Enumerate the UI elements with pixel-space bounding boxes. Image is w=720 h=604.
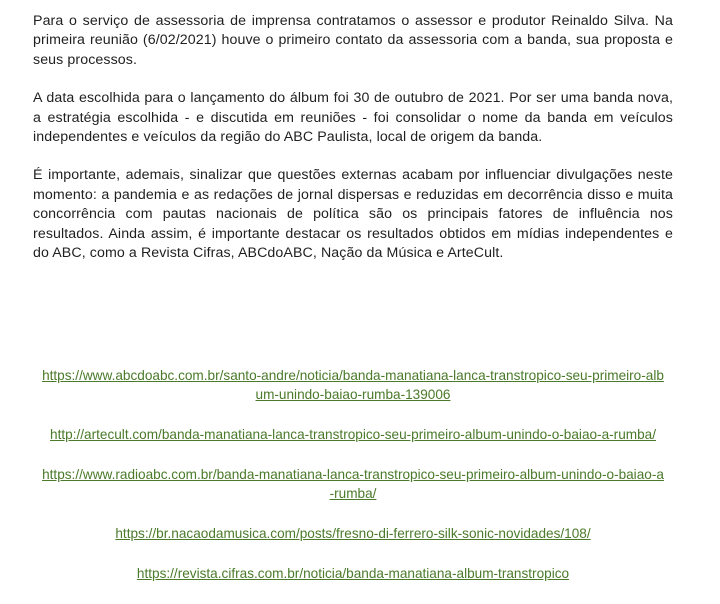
paragraph-lancamento: A data escolhida para o lançamento do álbum foi 30 de outubro de 2021. Por ser uma banda nova, a estratégia escolhida - e discutida em reuniões - foi consolidar o nome da banda em veículos independentes e veículos da região do ABC Paulista, local de origem da banda. — [33, 90, 673, 146]
link-revista-cifras[interactable]: https://revista.cifras.com.br/noticia/banda-manatiana-album-transtropico — [136, 566, 570, 581]
link-radioabc[interactable]: https://www.radioabc.com.br/banda-manatiana-lanca-transtropico-seu-primeiro-album-unindo-o-baiao-a-rumba/ — [42, 467, 664, 501]
link-artecult[interactable]: http://artecult.com/banda-manatiana-lanca-transtropico-seu-primeiro-album-unindo-o-baiao-a-rumba/ — [50, 427, 656, 442]
document-body — [33, 12, 673, 282]
links-list — [33, 366, 673, 604]
paragraph-fatores: É importante, ademais, sinalizar que questões externas acabam por influenciar divulgações neste momento: a pandemia e as redações de jornal dispersas e reduzidas em decorrência disso e muita concorrência com pautas nacionais de política são os principais fatores de influência nos resultados. Ainda assim, é importante destacar os resultados obtidos em mídias independentes e do ABC, como a Revista Cifras, ABCdoABC, Nação da Música e ArteCult. — [33, 167, 673, 262]
link-nacaodamusica[interactable]: https://br.nacaodamusica.com/posts/fresno-di-ferrero-silk-sonic-novidades/108/ — [115, 526, 591, 541]
link-abcdoabc[interactable]: https://www.abcdoabc.com.br/santo-andre/noticia/banda-manatiana-lanca-transtropico-seu-primeiro-album-unindo-baiao-rumba-139006 — [42, 368, 664, 402]
paragraph-assessoria: Para o serviço de assessoria de imprensa contratamos o assessor e produtor Reinaldo Silva. Na primeira reunião (6/02/2021) houve o primeiro contato da assessoria com a banda, sua proposta e seus processos. — [33, 13, 673, 68]
